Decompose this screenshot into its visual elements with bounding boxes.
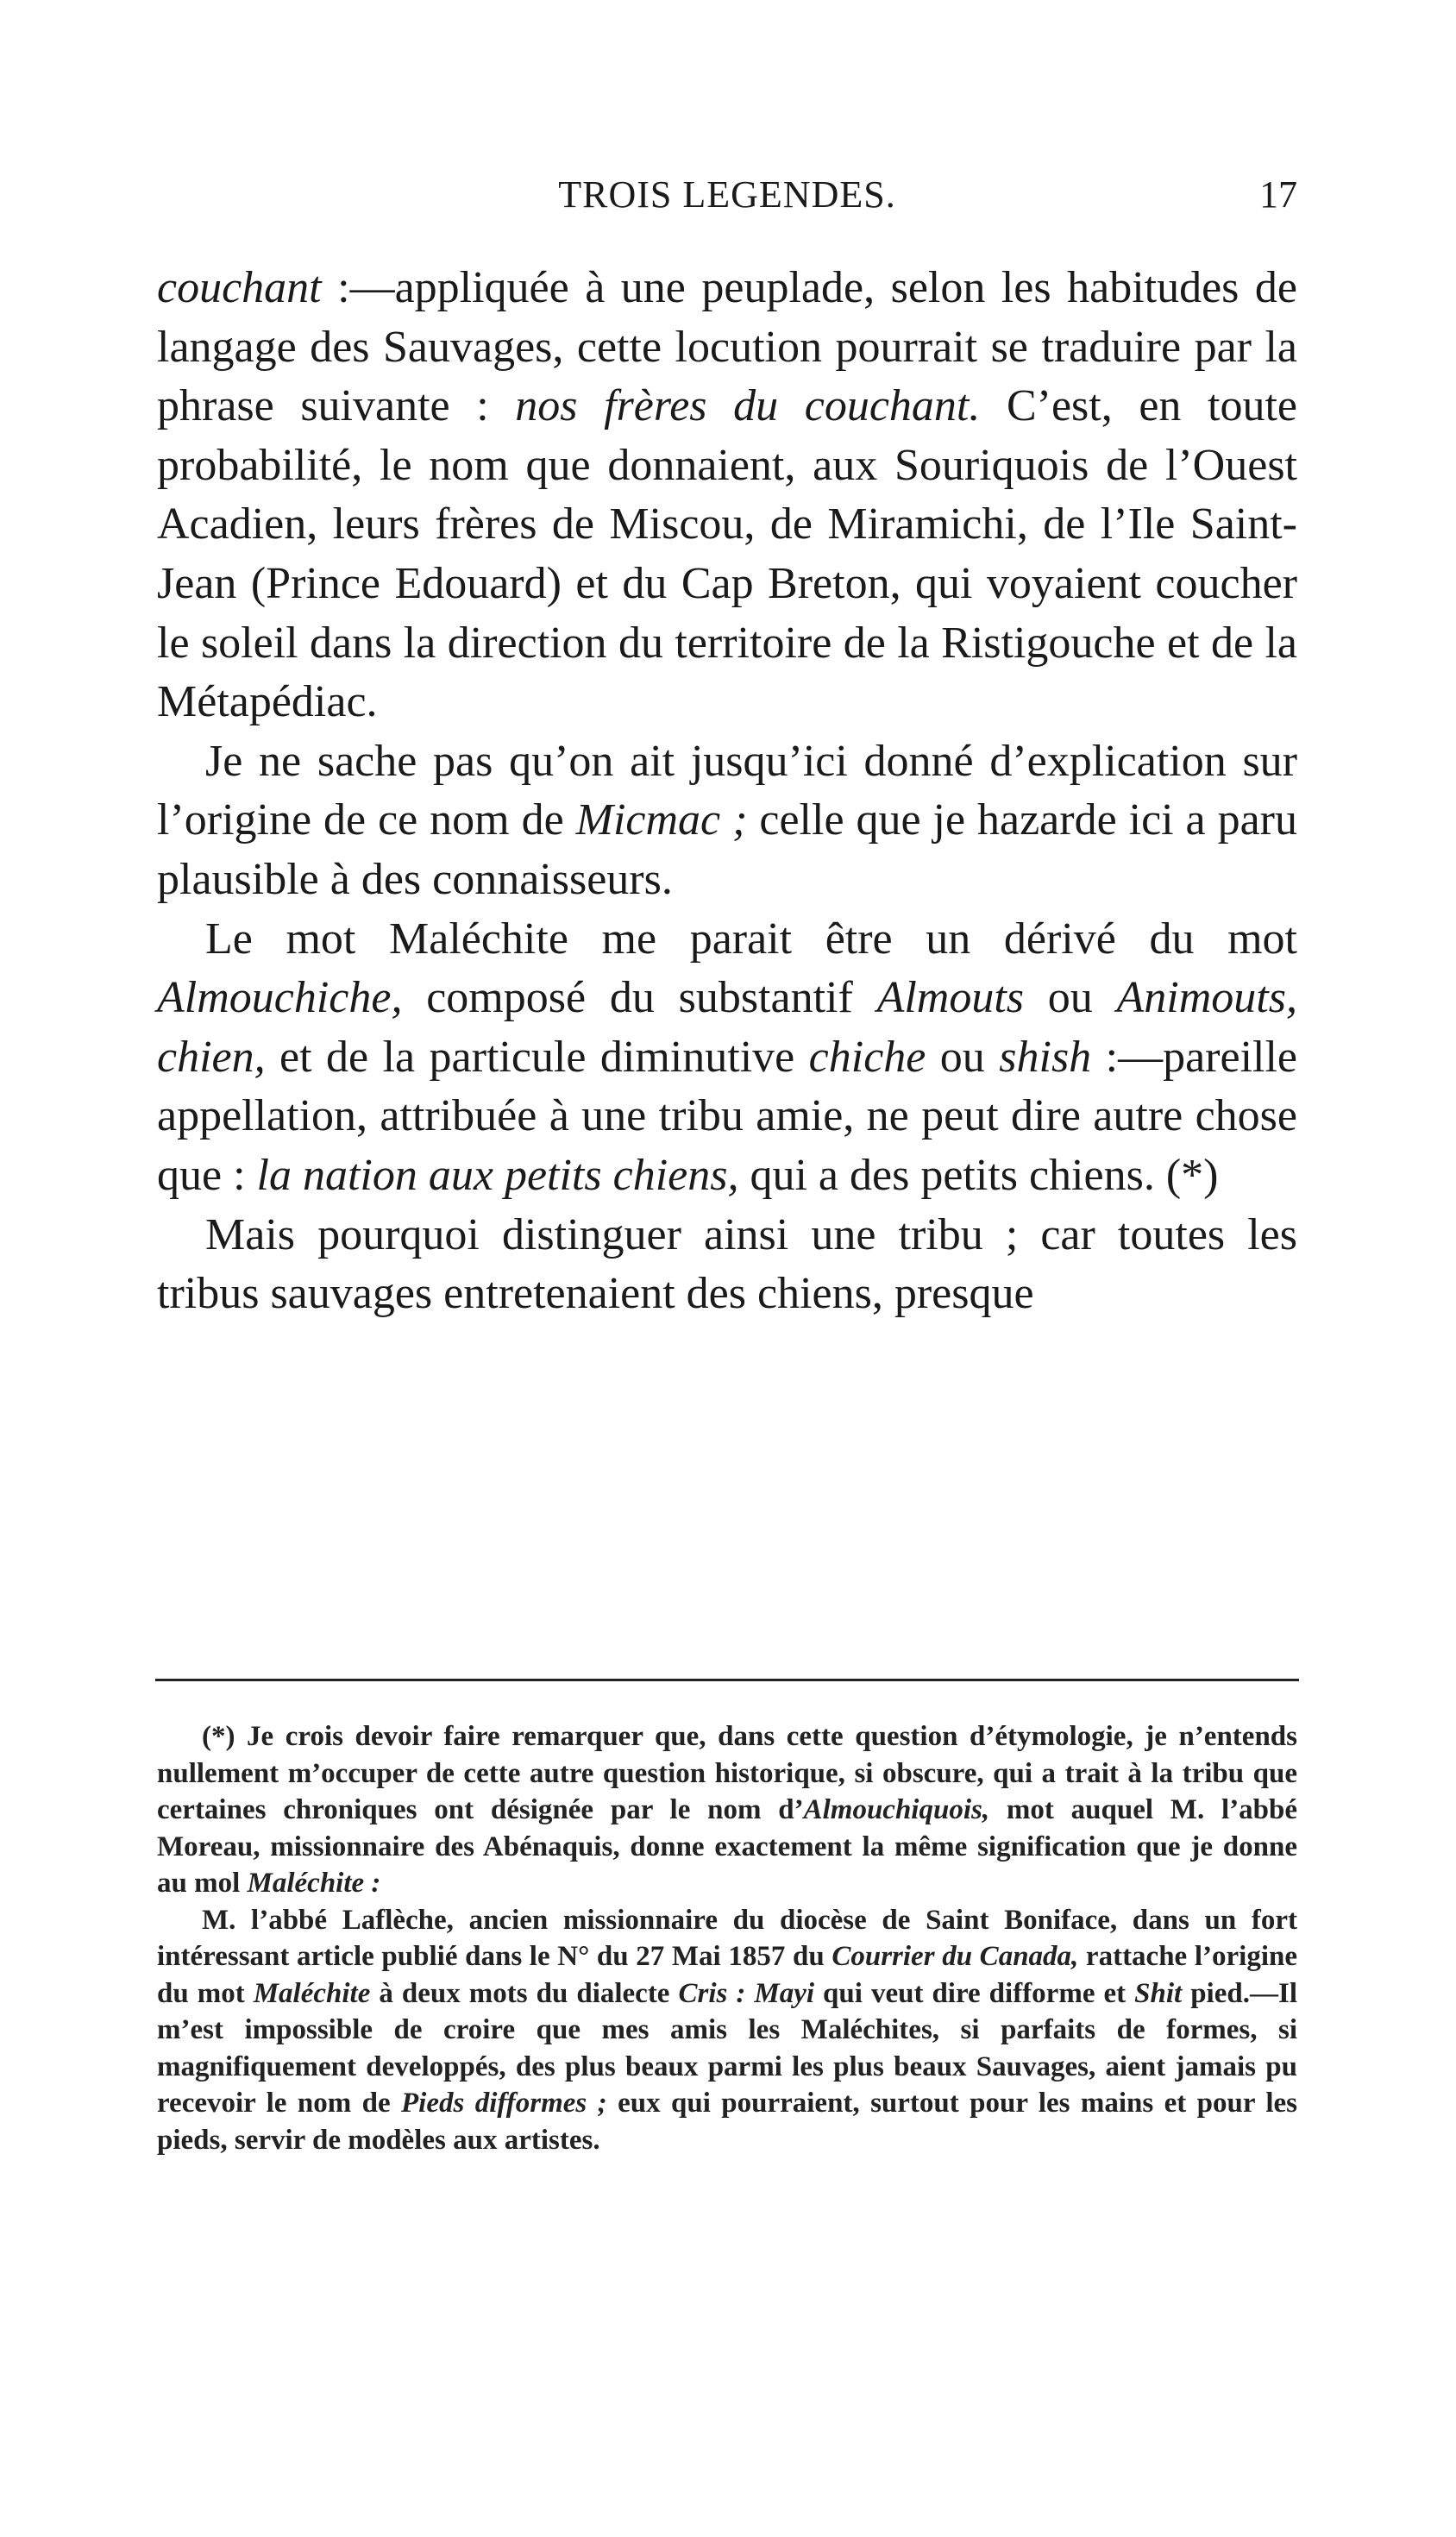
footnote-2-text-5: pied.—Il m’est impossible de croire que mes amis les Maléchites, si parfaits de formes, si magnifiquement developpés, des plus beaux parmi les plus beaux Sauvages, aient jamais pu recevoir le nom de bbox=[157, 1977, 1297, 2119]
paragraph-1 bbox=[157, 259, 1297, 732]
paragraph-3-text-2: composé du substantif bbox=[402, 973, 877, 1023]
footnote-2 bbox=[157, 1902, 1297, 2159]
footnote-1-text-2: mot auquel M. l’abbé Moreau, missionnaire des Abénaquis, donne exactement la même signification que je donne au mol bbox=[157, 1794, 1297, 1899]
footnote-1-italic-1: Almouchiquois, bbox=[803, 1794, 990, 1825]
footnote-1-text-1: (*) Je crois devoir faire remarquer que, dans cette question d’étymologie, je n’entends nullement m’occuper de cette autre question historique, si obscure, qui a trait à la tribu que certaines chroniques ont désignée par le nom d’ bbox=[157, 1721, 1297, 1825]
paragraph-3 bbox=[157, 910, 1297, 1206]
paragraph-1-italic-2: nos frères du couchant. bbox=[515, 381, 981, 431]
paragraph-3-text-3: ou bbox=[1024, 973, 1117, 1023]
paragraph-2 bbox=[157, 732, 1297, 910]
footnote-2-italic-1: Courrier du Canada, bbox=[832, 1941, 1079, 1972]
paragraph-3-text-4: et de la particule diminutive bbox=[265, 1032, 809, 1082]
paragraph-3-italic-4: chiche bbox=[808, 1032, 926, 1082]
paragraph-3-text-1: Le mot Maléchite me parait être un dérivé du mot bbox=[205, 914, 1297, 964]
paragraph-4-text-1: Mais pourquoi distinguer ainsi une tribu ; car toutes les tribus sauvages entretenaient des chiens, presque bbox=[157, 1209, 1297, 1319]
paragraph-4 bbox=[157, 1206, 1297, 1324]
footnote-2-italic-2: Maléchite bbox=[253, 1977, 371, 2009]
footnote-2-text-4: qui veut dire difforme et bbox=[814, 1977, 1135, 2009]
paragraph-1-text-1: :—appliquée à une peuplade, selon les habitudes de langage des Sauvages, cette locution pourrait se traduire par la phrase suivante : bbox=[157, 263, 1297, 431]
page-number: 17 bbox=[1259, 173, 1297, 216]
footnote-divider bbox=[155, 1679, 1299, 1681]
footnote-2-text-1: M. l’abbé Laflèche, ancien missionnaire du diocèse de Saint Boniface, dans un fort intéressant article publié dans le N° du 27 Mai 1857 du bbox=[157, 1904, 1297, 1972]
footnotes bbox=[157, 1718, 1297, 2158]
footnote-1-italic-2: Maléchite : bbox=[247, 1868, 381, 1899]
paragraph-3-text-5: ou bbox=[926, 1032, 1000, 1082]
footnote-2-italic-4: Shit bbox=[1134, 1977, 1183, 2009]
footnote-2-text-3: à deux mots du dialecte bbox=[370, 1977, 679, 2009]
paragraph-3-text-7: qui a des petits chiens. (*) bbox=[738, 1150, 1219, 1200]
running-title: TROIS LEGENDES. bbox=[558, 173, 896, 216]
paragraph-1-text-2: C’est, en toute probabilité, le nom que donnaient, aux Souriquois de l’Ouest Acadien, leurs frères de Miscou, de Miramichi, de l’Ile Saint-Jean (Prince Edouard) et du Cap Breton, qui voyaient coucher le soleil dans la direction du territoire de la Ristigouche et de la Métapédiac. bbox=[157, 381, 1297, 727]
main-text bbox=[157, 259, 1297, 1324]
paragraph-3-italic-1: Almouchiche, bbox=[157, 973, 403, 1023]
paragraph-2-text-2: celle que je hazarde ici a paru plausible à des connaisseurs. bbox=[157, 795, 1297, 904]
paragraph-3-italic-3: Animouts, chien, bbox=[157, 973, 1297, 1082]
footnote-2-text-6: eux qui pourraient, surtout pour les mains et pour les pieds, servir de modèles aux artistes. bbox=[157, 2088, 1297, 2156]
paragraph-3-italic-6: la nation aux petits chiens, bbox=[256, 1150, 739, 1200]
running-head bbox=[157, 169, 1297, 221]
paragraph-3-text-6: :—pareille appellation, attribuée à une tribu amie, ne peut dire autre chose que : bbox=[157, 1032, 1297, 1200]
paragraph-2-italic-1: Micmac ; bbox=[575, 795, 748, 845]
paragraph-3-italic-2: Almouts bbox=[876, 973, 1025, 1023]
paragraph-2-text-1: Je ne sache pas qu’on ait jusqu’ici donné d’explication sur l’origine de ce nom de bbox=[157, 736, 1297, 845]
paragraph-3-italic-5: shish bbox=[999, 1032, 1092, 1082]
footnote-2-text-2: rattache l’origine du mot bbox=[157, 1941, 1297, 2009]
footnote-2-italic-5: Pieds difformes ; bbox=[401, 2088, 607, 2119]
footnote-2-italic-3: Cris : Mayi bbox=[678, 1977, 815, 2009]
footnote-1 bbox=[157, 1718, 1297, 1902]
paragraph-1-italic-1: couchant bbox=[157, 263, 322, 312]
